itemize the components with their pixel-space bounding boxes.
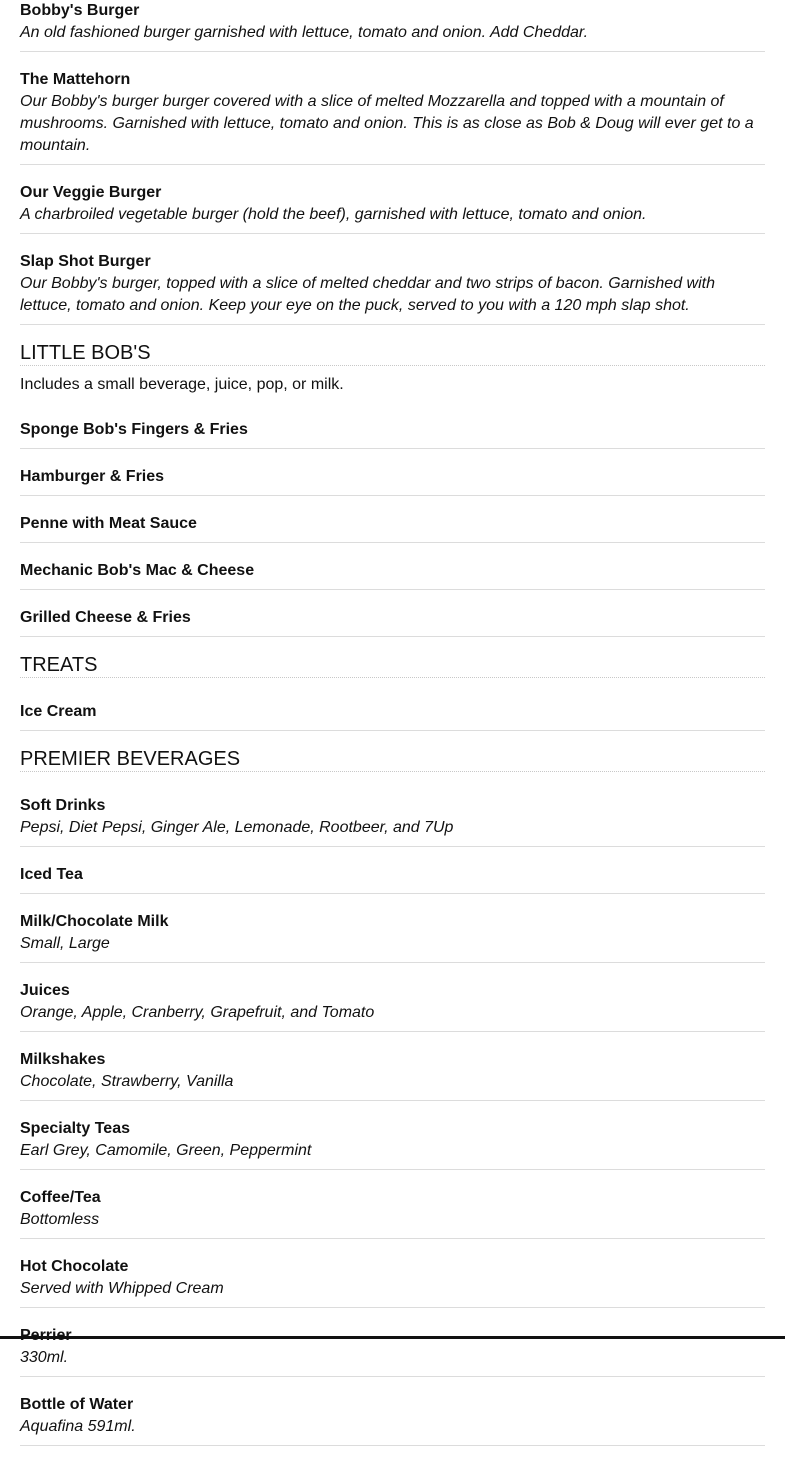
menu-item-name: Specialty Teas (20, 1120, 130, 1137)
menu-item-name: Milkshakes (20, 1051, 106, 1068)
menu-item (20, 251, 765, 325)
menu-item (20, 182, 765, 234)
section-title-premier-beverages: PREMIER BEVERAGES (20, 748, 765, 772)
menu-item-description: A charbroiled vegetable burger (hold the beef), garnished with lettuce, tomato and onion. (20, 206, 647, 223)
little-bobs-section (20, 342, 765, 637)
menu-item-description: Our Bobby's burger, topped with a slice of melted cheddar and two strips of bacon. Garnished with lettuce, tomato and onion. Keep your eye on the puck, served to you with a 120 mph slap shot. (20, 275, 715, 314)
menu-item-name: The Mattehorn (20, 71, 131, 88)
menu-item (20, 911, 765, 963)
menu-item (20, 607, 765, 637)
menu-item-name: Penne with Meat Sauce (20, 515, 197, 532)
menu-item-name: Hot Chocolate (20, 1258, 129, 1275)
menu-item-name: Bottle of Water (20, 1396, 134, 1413)
section-title-treats: TREATS (20, 654, 765, 678)
menu-item-name: Juices (20, 982, 70, 999)
menu-item-name: Slap Shot Burger (20, 253, 151, 270)
beverages-section (20, 748, 765, 1446)
menu-item-description: Aquafina 591ml. (20, 1418, 136, 1435)
menu-content (20, 0, 765, 1463)
menu-item (20, 795, 765, 847)
menu-item (20, 1325, 765, 1377)
section-title-little-bobs: LITTLE BOB'S (20, 342, 765, 366)
menu-item-name: Grilled Cheese & Fries (20, 609, 191, 626)
menu-item-description: An old fashioned burger garnished with lettuce, tomato and onion. Add Cheddar. (20, 24, 589, 41)
menu-item (20, 864, 765, 894)
burgers-list (20, 0, 765, 325)
menu-item-description: 330ml. (20, 1349, 69, 1366)
menu-item-description: Earl Grey, Camomile, Green, Peppermint (20, 1142, 312, 1159)
menu-item (20, 701, 765, 731)
menu-item-name: Coffee/Tea (20, 1189, 101, 1206)
menu-item-description: Bottomless (20, 1211, 100, 1228)
little-bobs-note: Includes a small beverage, juice, pop, or milk. (20, 376, 344, 393)
menu-item (20, 1394, 765, 1446)
menu-item-description: Pepsi, Diet Pepsi, Ginger Ale, Lemonade, Rootbeer, and 7Up (20, 819, 454, 836)
menu-item-name: Hamburger & Fries (20, 468, 165, 485)
menu-item (20, 419, 765, 449)
menu-item-description: Our Bobby's burger burger covered with a slice of melted Mozzarella and topped with a mountain of mushrooms. Garnished with lettuce, tomato and onion. This is as close as Bob & Doug will ever get to a mountain. (20, 93, 754, 154)
menu-item-name: Sponge Bob's Fingers & Fries (20, 421, 248, 438)
menu-item (20, 1256, 765, 1308)
burgers-section (20, 0, 765, 325)
menu-item (20, 513, 765, 543)
menu-item-name: Ice Cream (20, 703, 97, 720)
menu-item (20, 560, 765, 590)
menu-item (20, 980, 765, 1032)
menu-item-description: Orange, Apple, Cranberry, Grapefruit, and Tomato (20, 1004, 375, 1021)
menu-item (20, 0, 765, 52)
menu-item-name: Soft Drinks (20, 797, 106, 814)
menu-item-description: Served with Whipped Cream (20, 1280, 224, 1297)
treats-list (20, 701, 765, 731)
beverages-list (20, 795, 765, 1446)
menu-item-description: Small, Large (20, 935, 110, 952)
menu-item-description: Chocolate, Strawberry, Vanilla (20, 1073, 234, 1090)
menu-item-name: Bobby's Burger (20, 2, 140, 19)
little-bobs-list (20, 419, 765, 637)
menu-item-name: Milk/Chocolate Milk (20, 913, 169, 930)
menu-item (20, 1049, 765, 1101)
menu-item (20, 69, 765, 165)
menu-item (20, 1118, 765, 1170)
menu-item-name: Our Veggie Burger (20, 184, 162, 201)
menu-item (20, 466, 765, 496)
treats-section (20, 654, 765, 731)
menu-item-name: Iced Tea (20, 866, 83, 883)
menu-item-name: Mechanic Bob's Mac & Cheese (20, 562, 255, 579)
menu-item (20, 1187, 765, 1239)
